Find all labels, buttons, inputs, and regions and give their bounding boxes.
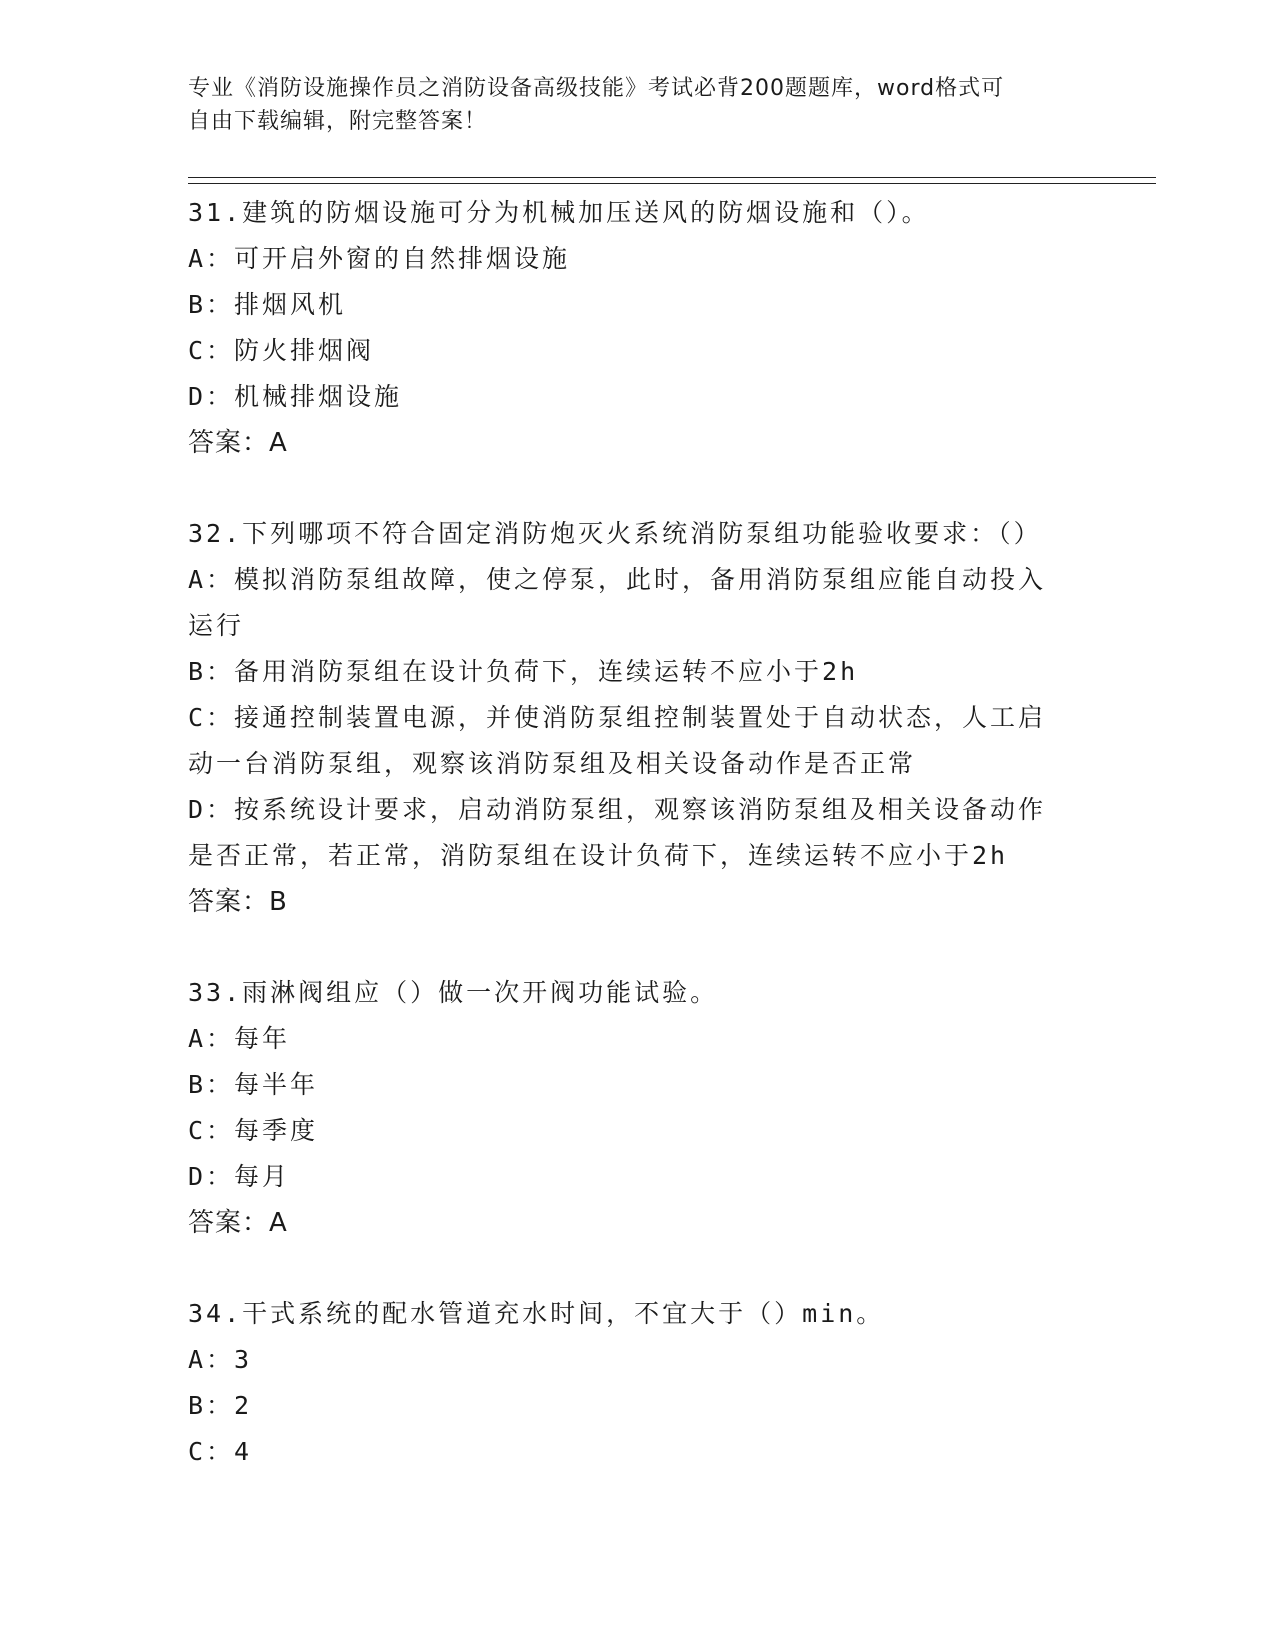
question-stem: 34.干式系统的配水管道充水时间，不宜大于（）min。 [188,1299,885,1328]
question-stem: 31.建筑的防烟设施可分为机械加压送风的防烟设施和（）。 [188,198,930,227]
answer: 答案：B [188,887,288,917]
option-d-continued: 是否正常，若正常，消防泵组在设计负荷下，连续运转不应小于2h [188,841,1009,870]
question-34 [188,1291,1088,1475]
option-d: D：每月 [188,1162,291,1191]
option-b: B：备用消防泵组在设计负荷下，连续运转不应小于2h [188,657,859,686]
option-c-continued: 动一台消防泵组，观察该消防泵组及相关设备动作是否正常 [188,749,917,778]
question-33 [188,970,1088,1246]
option-b: B：每半年 [188,1070,319,1099]
question-stem: 33.雨淋阀组应（）做一次开阀功能试验。 [188,978,719,1007]
question-stem: 32.下列哪项不符合固定消防炮灭火系统消防泵组功能验收要求：（） [188,519,1042,548]
header-line-1: 专业《消防设施操作员之消防设备高级技能》考试必背200题题库，word格式可 [188,76,1005,101]
header-divider-top [188,177,1156,178]
question-list [188,190,1088,1520]
answer: 答案：A [188,428,288,458]
option-c: C：防火排烟阀 [188,336,375,365]
option-d: D：机械排烟设施 [188,382,403,411]
option-a: A：模拟消防泵组故障，使之停泵，此时，备用消防泵组应能自动投入 [188,565,1047,594]
option-b: B：2 [188,1391,253,1420]
question-32 [188,511,1088,925]
option-a: A：每年 [188,1024,291,1053]
option-c: C：接通控制装置电源，并使消防泵组控制装置处于自动状态，人工启 [188,703,1047,732]
option-c: C：每季度 [188,1116,319,1145]
header-divider-bottom [188,183,1156,184]
option-c: C：4 [188,1437,253,1466]
question-31 [188,190,1088,466]
header-line-2: 自由下载编辑，附完整答案！ [188,109,488,134]
answer: 答案：A [188,1208,288,1238]
option-a: A：3 [188,1345,253,1374]
option-a: A：可开启外窗的自然排烟设施 [188,244,571,273]
document-header [188,72,1088,138]
option-a-continued: 运行 [188,611,245,640]
option-d: D：按系统设计要求，启动消防泵组，观察该消防泵组及相关设备动作 [188,795,1047,824]
option-b: B：排烟风机 [188,290,347,319]
